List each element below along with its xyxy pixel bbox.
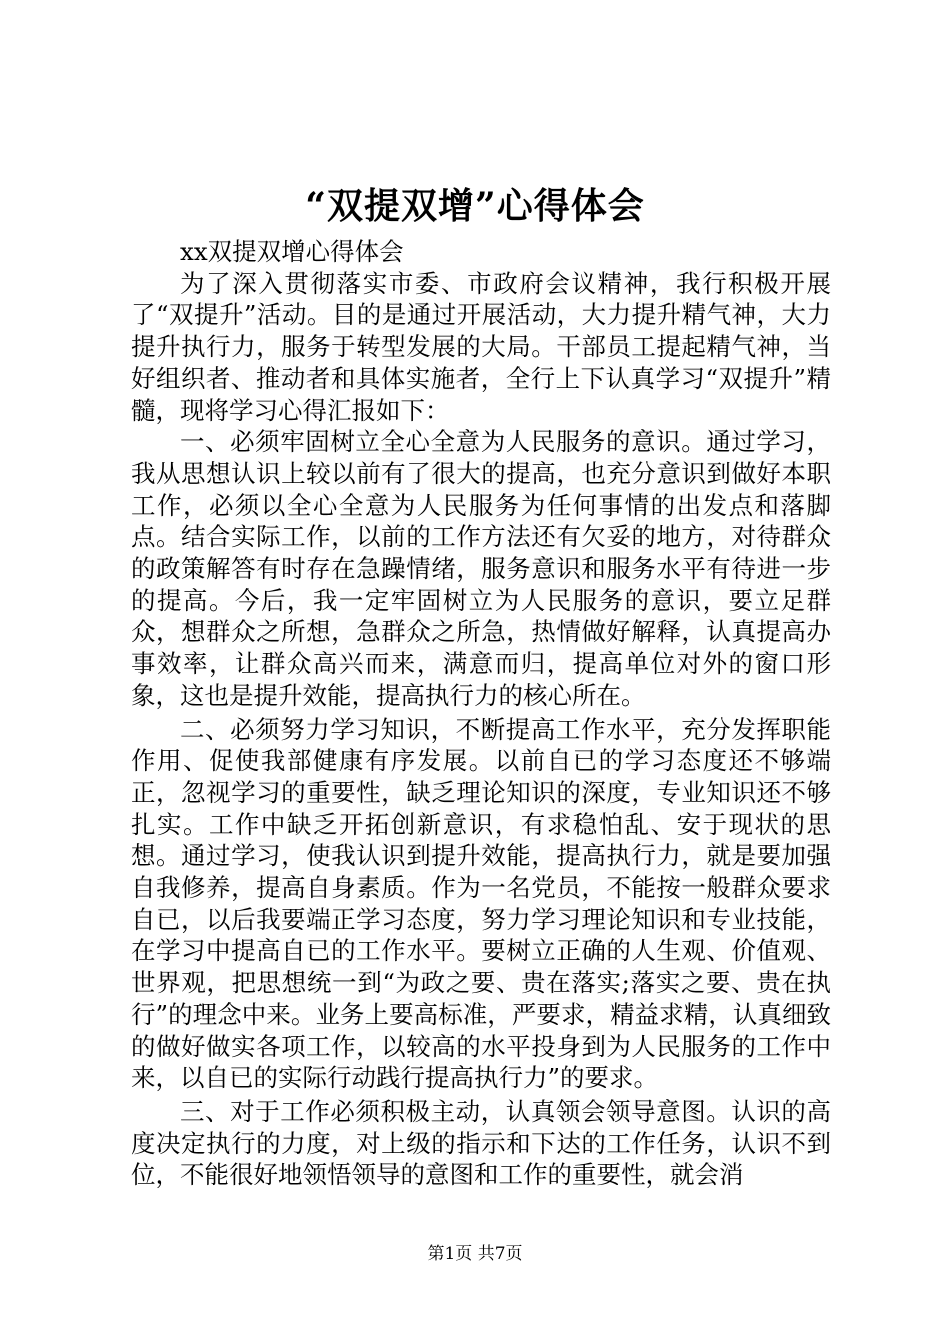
paragraph-point-3: 三、对于工作必须积极主动，认真领会领导意图。认识的高度决定执行的力度，对上级的指示和下达的工作任务，认识不到位，不能很好地领悟领导的意图和工作的重要性，就会消 xyxy=(131,1096,831,1190)
document-title: “双提双增”心得体会 xyxy=(305,185,645,227)
document-body xyxy=(131,236,831,1191)
paragraph-intro: 为了深入贯彻落实市委、市政府会议精神，我行积极开展了“双提升”活动。目的是通过开展活动，大力提升精气神，大力提升执行力，服务于转型发展的大局。干部员工提起精气神，当好组织者、推动者和具体实施者，全行上下认真学习“双提升”精髓，现将学习心得汇报如下： xyxy=(131,268,831,425)
paragraph-point-1: 一、必须牢固树立全心全意为人民服务的意识。通过学习，我从思想认识上较以前有了很大的提高，也充分意识到做好本职工作，必须以全心全意为人民服务为任何事情的出发点和落脚点。结合实际工作，以前的工作方法还有欠妥的地方，对待群众的政策解答有时存在急躁情绪，服务意识和服务水平有待进一步的提高。今后，我一定牢固树立为人民服务的意识，要立足群众，想群众之所想，急群众之所急，热情做好解释，认真提高办事效率，让群众高兴而来，满意而归，提高单位对外的窗口形象，这也是提升效能，提高执行力的核心所在。 xyxy=(131,427,831,710)
paragraph-point-2: 二、必须努力学习知识，不断提高工作水平，充分发挥职能作用、促使我部健康有序发展。以前自已的学习态度还不够端正，忽视学习的重要性，缺乏理论知识的深度，专业知识还不够扎实。工作中缺乏开拓创新意识，有求稳怕乱、安于现状的思想。通过学习，使我认识到提升效能，提高执行力，就是要加强自我修养，提高自身素质。作为一名党员，不能按一般群众要求自已，以后我要端正学习态度，努力学习理论知识和专业技能，在学习中提高自已的工作水平。要树立正确的人生观、价值观、世界观，把思想统一到“为政之要、贵在落实;落实之要、贵在执行”的理念中来。业务上要高标准，严要求，精益求精，认真细致的做好做实各项工作，以较高的水平投身到为人民服务的工作中来，以自已的实际行动践行提高执行力”的要求。 xyxy=(131,714,831,1093)
document-subtitle: xx双提双增心得体会 xyxy=(180,237,404,266)
page-number-footer: 第1页 共7页 xyxy=(427,1244,523,1264)
